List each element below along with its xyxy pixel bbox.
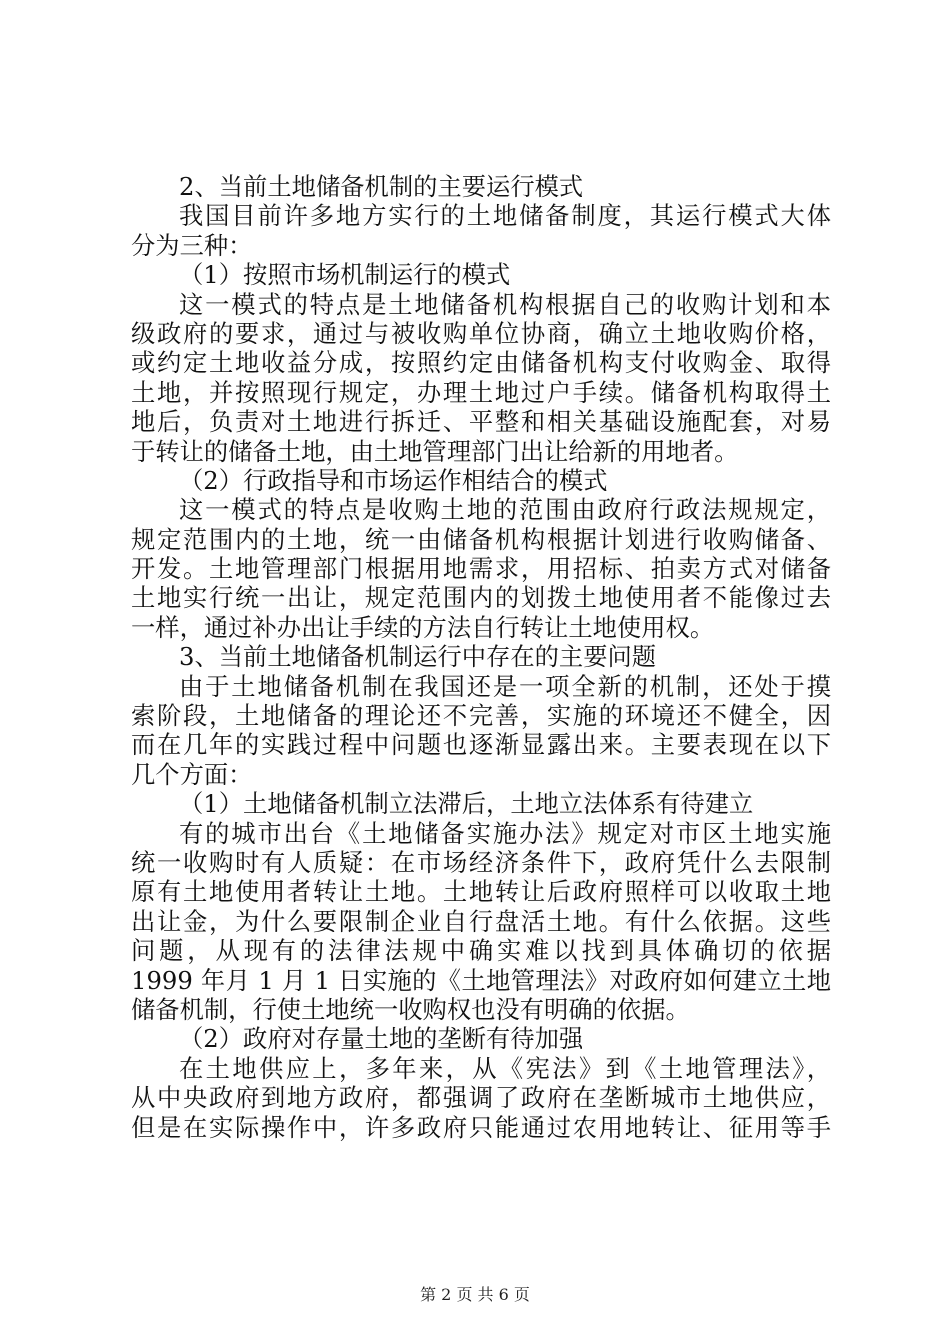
subsection-heading: （1）土地储备机制立法滞后，土地立法体系有待建立 [179, 789, 754, 819]
paragraph-line: 于转让的储备土地，由土地管理部门出让给新的用地者。 [131, 436, 739, 466]
paragraph-line: 有的城市出台《土地储备实施办法》规定对市区土地实施 [179, 818, 831, 848]
subsection-heading: （1）按照市场机制运行的模式 [179, 260, 511, 290]
paragraph-line: 而在几年的实践过程中问题也逐渐显露出来。主要表现在以下 [131, 730, 831, 760]
document-body [131, 172, 831, 1142]
paragraph-line: 土地，并按照现行规定，办理土地过户手续。储备机构取得土 [131, 377, 831, 407]
paragraph-line: 几个方面： [131, 759, 253, 789]
paragraph-line: 土地实行统一出让，规定范围内的划拨土地使用者不能像过去 [131, 583, 831, 613]
paragraph-line: 在土地供应上，多年来，从《宪法》到《土地管理法》， [179, 1053, 831, 1083]
paragraph-line: 从中央政府到地方政府，都强调了政府在垄断城市土地供应， [131, 1083, 831, 1113]
paragraph-line: 统一收购时有人质疑：在市场经济条件下，政府凭什么去限制 [131, 847, 831, 877]
paragraph-line: 索阶段，土地储备的理论还不完善，实施的环境还不健全，因 [131, 701, 831, 731]
paragraph-line: 问题，从现有的法律法规中确实难以找到具体确切的依据 [131, 936, 831, 966]
section-heading: 2、当前土地储备机制的主要运行模式 [179, 172, 584, 201]
paragraph-line: 但是在实际操作中，许多政府只能通过农用地转让、征用等手 [131, 1112, 831, 1142]
paragraph-line: 地后，负责对土地进行拆迁、平整和相关基础设施配套，对易 [131, 407, 831, 437]
paragraph-line: 1999 年月 1 月 1 日实施的《土地管理法》对政府如何建立土地 [131, 965, 831, 995]
paragraph-line: 分为三种： [131, 230, 253, 260]
paragraph-line: 储备机制，行使土地统一收购权也没有明确的依据。 [131, 994, 690, 1024]
subsection-heading: （2）政府对存量土地的垄断有待加强 [179, 1024, 584, 1054]
paragraph-line: 开发。土地管理部门根据用地需求，用招标、拍卖方式对储备 [131, 554, 831, 584]
subsection-heading: （2）行政指导和市场运作相结合的模式 [179, 465, 608, 495]
paragraph-line: 原有土地使用者转让土地。土地转让后政府照样可以收取土地 [131, 877, 831, 907]
paragraph-line: 出让金，为什么要限制企业自行盘活土地。有什么依据。这些 [131, 906, 831, 936]
paragraph-line: 我国目前许多地方实行的土地储备制度，其运行模式大体 [179, 201, 831, 231]
page-number-footer: 第 2 页 共 6 页 [420, 1285, 530, 1304]
paragraph-line: 或约定土地收益分成，按照约定由储备机构支付收购金、取得 [131, 348, 831, 378]
paragraph-line: 这一模式的特点是土地储备机构根据自己的收购计划和本 [179, 289, 831, 319]
paragraph-line: 由于土地储备机制在我国还是一项全新的机制，还处于摸 [179, 671, 831, 701]
paragraph-line: 规定范围内的土地，统一由储备机构根据计划进行收购储备、 [131, 524, 831, 554]
paragraph-line: 一样，通过补办出让手续的方法自行转让土地使用权。 [131, 612, 715, 642]
section-heading: 3、当前土地储备机制运行中存在的主要问题 [179, 642, 657, 672]
paragraph-line: 这一模式的特点是收购土地的范围由政府行政法规规定， [179, 495, 831, 525]
paragraph-line: 级政府的要求，通过与被收购单位协商，确立土地收购价格， [131, 318, 831, 348]
